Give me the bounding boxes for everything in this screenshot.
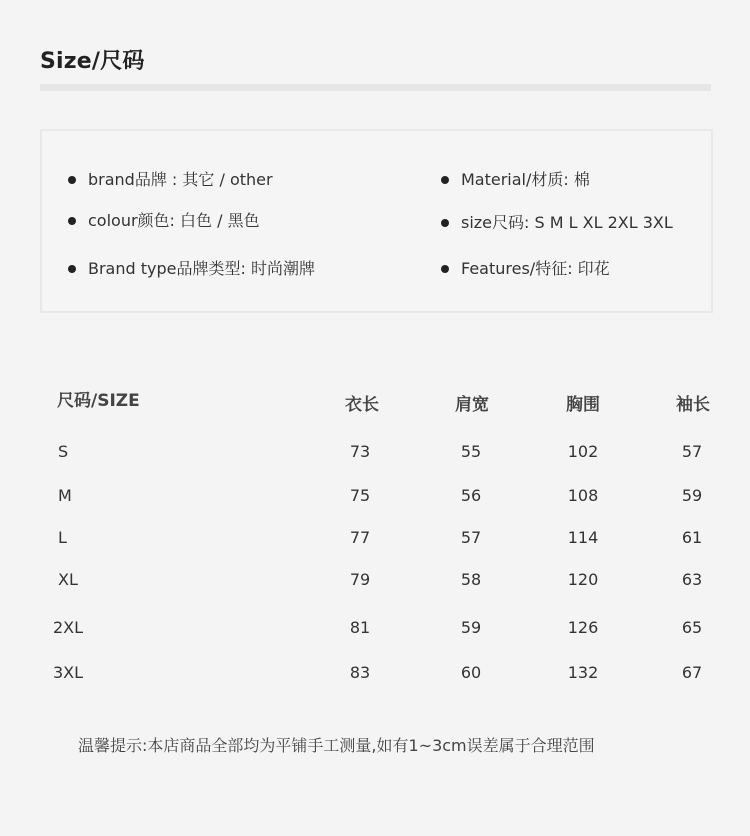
spec-text: brand品牌 : 其它 / other (88, 170, 273, 189)
table-cell: 132 (567, 663, 599, 682)
table-cell: 57 (460, 528, 482, 547)
table-cell: 81 (349, 618, 371, 637)
table-cell: 63 (681, 570, 703, 589)
spec-item-brand-type (68, 256, 315, 279)
bullet-icon (441, 265, 449, 273)
table-cell-size: S (58, 442, 69, 461)
table-cell: 75 (349, 486, 371, 505)
table-cell: 65 (681, 618, 703, 637)
header-size: 尺码/SIZE (57, 391, 140, 411)
header-length: 衣长 (345, 395, 379, 415)
page-title: Size/尺码 (40, 49, 145, 74)
table-cell-size: XL (58, 570, 78, 589)
bullet-icon (68, 265, 76, 273)
spec-item-brand (68, 167, 273, 190)
spec-text: size尺码: S M L XL 2XL 3XL (461, 213, 673, 232)
table-cell: 57 (681, 442, 703, 461)
table-cell: 102 (567, 442, 599, 461)
table-cell-size: 2XL (53, 618, 84, 637)
table-cell: 79 (349, 570, 371, 589)
spec-text: Material/材质: 棉 (461, 170, 590, 189)
spec-item-features (441, 256, 610, 279)
table-cell: 83 (349, 663, 371, 682)
table-cell: 60 (460, 663, 482, 682)
spec-item-size (441, 210, 673, 233)
table-cell: 56 (460, 486, 482, 505)
header-sleeve: 袖长 (676, 395, 710, 415)
header-chest: 胸围 (566, 395, 600, 415)
table-cell-size: 3XL (53, 663, 84, 682)
spec-text: Brand type品牌类型: 时尚潮牌 (88, 259, 315, 278)
table-cell: 59 (460, 618, 482, 637)
table-cell-size: L (58, 528, 67, 547)
header-shoulder: 肩宽 (455, 395, 489, 415)
spec-text: colour颜色: 白色 / 黑色 (88, 211, 260, 230)
measurement-note: 温馨提示:本店商品全部均为平铺手工测量,如有1~3cm误差属于合理范围 (78, 736, 595, 755)
table-cell: 59 (681, 486, 703, 505)
table-cell: 58 (460, 570, 482, 589)
title-divider (40, 84, 711, 91)
bullet-icon (441, 176, 449, 184)
table-cell: 73 (349, 442, 371, 461)
table-cell: 77 (349, 528, 371, 547)
table-cell-size: M (58, 486, 72, 505)
table-cell: 61 (681, 528, 703, 547)
table-cell: 55 (460, 442, 482, 461)
table-cell: 126 (567, 618, 599, 637)
bullet-icon (68, 217, 76, 225)
spec-item-material (441, 167, 590, 190)
table-cell: 114 (567, 528, 599, 547)
bullet-icon (441, 219, 449, 227)
table-cell: 67 (681, 663, 703, 682)
table-cell: 120 (567, 570, 599, 589)
spec-text: Features/特征: 印花 (461, 259, 610, 278)
table-cell: 108 (567, 486, 599, 505)
spec-box (40, 129, 713, 313)
spec-item-colour (68, 208, 260, 231)
bullet-icon (68, 176, 76, 184)
